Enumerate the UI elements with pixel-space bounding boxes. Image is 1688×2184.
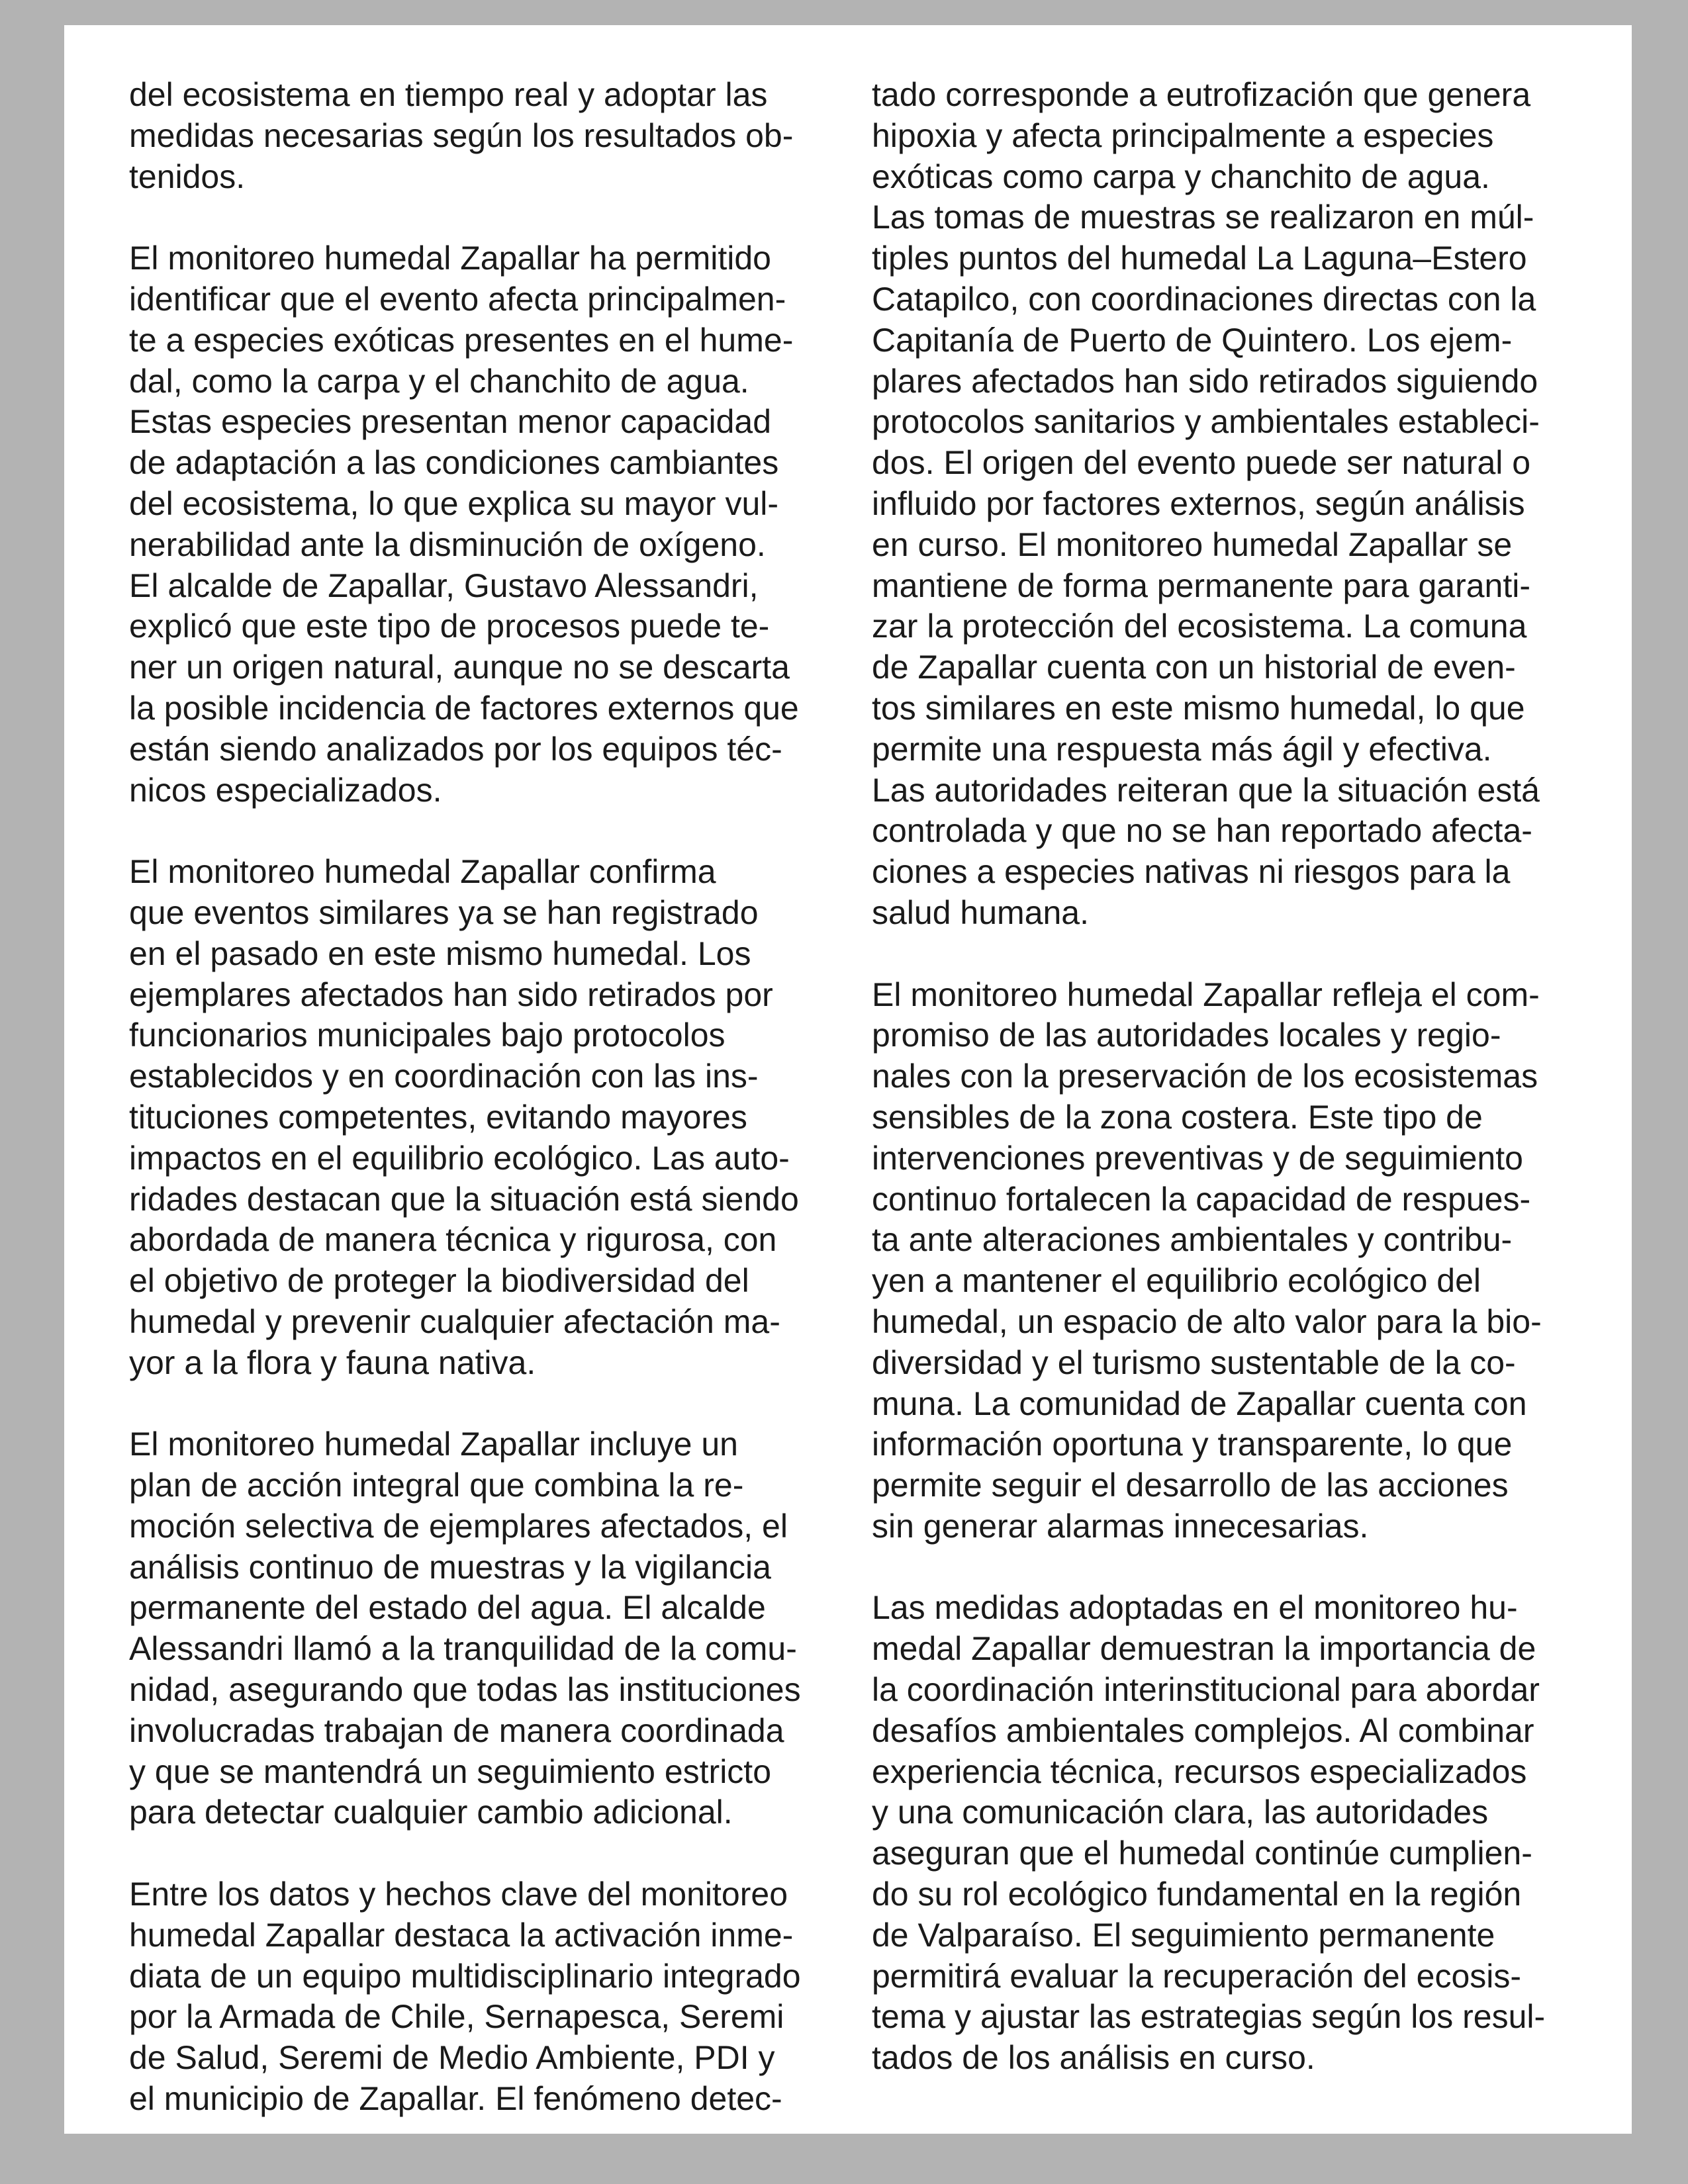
text-line: nidad, asegurando que todas las instituciones [129,1671,801,1709]
text-line: de adaptación a las condiciones cambiantes [129,444,779,482]
text-line: desafíos ambientales complejos. Al combinar [872,1711,1534,1749]
text-line: análisis continuo de muestras y la vigilancia [129,1548,771,1586]
text-line: de Salud, Seremi de Medio Ambiente, PDI y [129,2039,775,2077]
text-line: humedal y prevenir cualquier afectación ma- [129,1302,780,1340]
text-line: permitirá evaluar la recuperación del ecosis- [872,1957,1522,1995]
text-line: medal Zapallar demuestran la importancia de [872,1630,1536,1668]
text-line: sensibles de la zona costera. Este tipo de [872,1098,1483,1136]
paragraph [129,1874,818,2120]
text-line: Las medidas adoptadas en el monitoreo hu- [872,1589,1518,1627]
text-line: do su rol ecológico fundamental en la región [872,1876,1522,1913]
text-line: diversidad y el turismo sustentable de la co- [872,1343,1516,1381]
paragraph [129,75,818,197]
text-line: influido por factores externos, según análisis [872,484,1525,522]
text-line: El alcalde de Zapallar, Gustavo Alessandri, [129,567,759,604]
text-line: tado corresponde a eutrofización que genera [872,76,1531,113]
text-line: nerabilidad ante la disminución de oxígeno. [129,525,766,563]
text-line: dal, como la carpa y el chanchito de agua. [129,362,749,400]
text-line: plares afectados han sido retirados siguiendo [872,362,1538,400]
text-line: hipoxia y afecta principalmente a especies [872,116,1494,154]
text-line: abordada de manera técnica y rigurosa, con [129,1221,777,1259]
text-line: medidas necesarias según los resultados ob- [129,116,794,154]
text-line: de Valparaíso. El seguimiento permanente [872,1916,1495,1954]
text-line: Entre los datos y hechos clave del monitoreo [129,1876,788,1913]
text-line: establecidos y en coordinación con las ins- [129,1058,759,1095]
text-line: permite una respuesta más ágil y efectiva. [872,730,1492,768]
text-line: tenidos. [129,158,246,195]
text-line: promiso de las autoridades locales y regio- [872,1017,1501,1054]
text-line: continuo fortalecen la capacidad de respues- [872,1180,1531,1218]
left-column [129,75,818,2161]
text-line: ciones a especies nativas ni riesgos para la [872,853,1511,891]
text-line: dos. El origen del evento puede ser natural o [872,444,1531,482]
text-line: tema y ajustar las estrategias según los resul- [872,1998,1546,2036]
text-line: la coordinación interinstitucional para abordar [872,1671,1540,1709]
text-line: diata de un equipo multidisciplinario integrado [129,1957,801,1995]
text-line: plan de acción integral que combina la re- [129,1467,744,1504]
text-line: controlada y que no se han reportado afecta- [872,812,1532,850]
document-page [64,25,1632,2134]
text-line: El monitoreo humedal Zapallar incluye un [129,1426,738,1463]
paragraph [129,238,818,811]
text-line: salud humana. [872,893,1090,931]
text-line: muna. La comunidad de Zapallar cuenta con [872,1385,1527,1422]
text-line: por la Armada de Chile, Sernapesca, Seremi [129,1998,784,2036]
text-line: de Zapallar cuenta con un historial de even- [872,649,1516,686]
text-line: información oportuna y transparente, lo que [872,1426,1513,1463]
text-line: y que se mantendrá un seguimiento estricto [129,1752,771,1790]
text-line: y una comunicación clara, las autoridades [872,1794,1489,1831]
text-line: tados de los análisis en curso. [872,2039,1315,2077]
text-line: que eventos similares ya se han registrado [129,893,759,931]
text-line: tiples puntos del humedal La Laguna–Estero [872,240,1527,277]
text-line: El monitoreo humedal Zapallar ha permitido [129,240,771,277]
text-line: impactos en el equilibrio ecológico. Las auto- [129,1139,790,1177]
text-line: ejemplares afectados han sido retirados por [129,976,773,1013]
paragraph [872,1588,1560,2079]
text-line: nicos especializados. [129,771,442,809]
paragraph [872,75,1560,934]
text-line: te a especies exóticas presentes en el hume- [129,321,794,359]
text-line: del ecosistema en tiempo real y adoptar las [129,76,768,113]
text-line: Las autoridades reiteran que la situación está [872,771,1540,809]
text-line: El monitoreo humedal Zapallar refleja el com- [872,976,1540,1013]
text-line: moción selectiva de ejemplares afectados, el [129,1507,788,1545]
text-line: el objetivo de proteger la biodiversidad del [129,1262,749,1300]
text-line: explicó que este tipo de procesos puede te- [129,608,770,645]
text-line: tituciones competentes, evitando mayores [129,1098,747,1136]
text-line: experiencia técnica, recursos especializados [872,1752,1527,1790]
text-line: ner un origen natural, aunque no se descarta [129,649,790,686]
text-line: Estas especies presentan menor capacidad [129,403,772,441]
text-line: ta ante alteraciones ambientales y contribu- [872,1221,1513,1259]
text-line: Capitanía de Puerto de Quintero. Los ejem- [872,321,1513,359]
text-line: exóticas como carpa y chanchito de agua. [872,158,1490,195]
text-line: sin generar alarmas innecesarias. [872,1507,1369,1545]
text-line: Alessandri llamó a la tranquilidad de la comu- [129,1630,797,1668]
text-line: la posible incidencia de factores externos que [129,689,799,727]
text-line: involucradas trabajan de manera coordinada [129,1711,784,1749]
text-line: el municipio de Zapallar. El fenómeno detec- [129,2080,782,2118]
right-column [872,75,1560,2120]
text-line: del ecosistema, lo que explica su mayor vul- [129,484,779,522]
text-line: en el pasado en este mismo humedal. Los [129,934,751,972]
text-line: en curso. El monitoreo humedal Zapallar se [872,525,1513,563]
text-line: nales con la preservación de los ecosistemas [872,1058,1538,1095]
text-line: permanente del estado del agua. El alcalde [129,1589,766,1627]
text-line: aseguran que el humedal continúe cumplien- [872,1835,1532,1872]
text-line: Las tomas de muestras se realizaron en múl- [872,199,1534,236]
text-line: ridades destacan que la situación está siendo [129,1180,799,1218]
paragraph [129,852,818,1383]
text-line: identificar que el evento afecta principalmen- [129,280,786,318]
text-line: mantiene de forma permanente para garanti- [872,567,1531,604]
text-line: protocolos sanitarios y ambientales estableci- [872,403,1540,441]
text-line: Catapilco, con coordinaciones directas con la [872,280,1536,318]
paragraph [872,975,1560,1547]
text-line: funcionarios municipales bajo protocolos [129,1017,726,1054]
text-line: El monitoreo humedal Zapallar confirma [129,853,716,891]
text-line: humedal, un espacio de alto valor para la bio- [872,1302,1542,1340]
paragraph [129,1424,818,1833]
text-line: humedal Zapallar destaca la activación inme- [129,1916,794,1954]
text-line: intervenciones preventivas y de seguimiento [872,1139,1523,1177]
text-line: permite seguir el desarrollo de las acciones [872,1467,1509,1504]
text-line: zar la protección del ecosistema. La comuna [872,608,1527,645]
text-line: están siendo analizados por los equipos téc- [129,730,782,768]
text-line: yen a mantener el equilibrio ecológico del [872,1262,1481,1300]
text-line: yor a la flora y fauna nativa. [129,1343,536,1381]
text-line: para detectar cualquier cambio adicional. [129,1794,733,1831]
text-line: tos similares en este mismo humedal, lo que [872,689,1525,727]
